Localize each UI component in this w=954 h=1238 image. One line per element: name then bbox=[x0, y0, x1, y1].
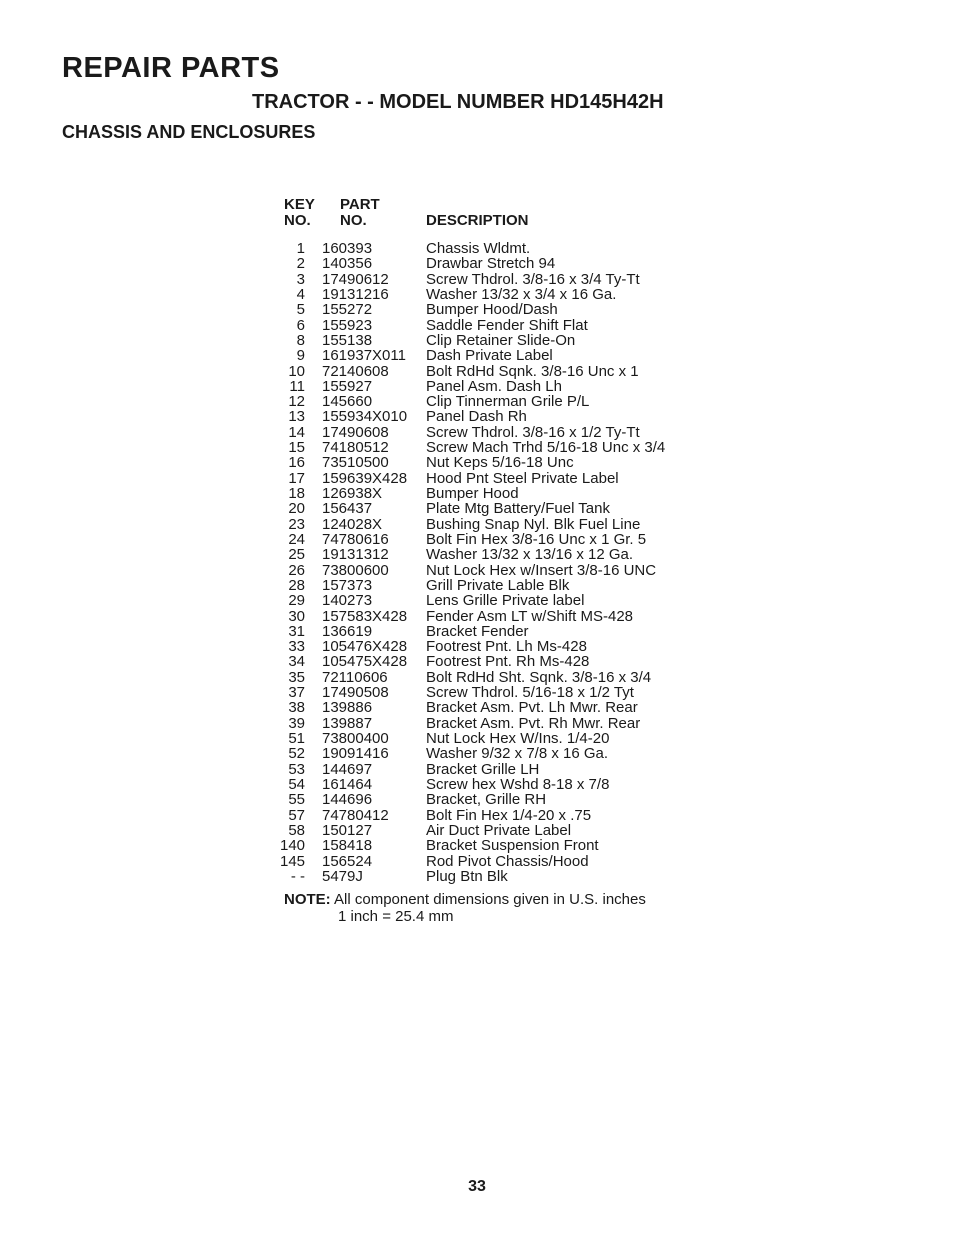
table-row bbox=[280, 318, 710, 333]
table-row bbox=[280, 241, 710, 256]
key-no: 13 bbox=[288, 408, 305, 426]
note bbox=[284, 892, 646, 908]
part-no: 139886 bbox=[322, 699, 373, 717]
part-no: 144696 bbox=[322, 791, 373, 809]
table-row bbox=[280, 838, 710, 853]
key-no: 31 bbox=[288, 622, 305, 640]
description: Bushing Snap Nyl. Blk Fuel Line bbox=[426, 515, 641, 533]
description: Hood Pnt Steel Private Label bbox=[426, 469, 619, 487]
description: Chassis Wldmt. bbox=[426, 240, 531, 257]
description: Bolt Fin Hex 3/8-16 Unc x 1 Gr. 5 bbox=[426, 530, 647, 548]
table-row bbox=[280, 685, 710, 700]
description: Bumper Hood/Dash bbox=[426, 301, 558, 319]
key-no: 57 bbox=[288, 806, 305, 824]
key-no: 12 bbox=[288, 393, 305, 411]
table-row bbox=[280, 823, 710, 838]
key-header-line1: KEY bbox=[284, 196, 315, 213]
part-no: 17490508 bbox=[322, 684, 389, 702]
page-number: 33 bbox=[468, 1178, 486, 1195]
table-row bbox=[280, 624, 710, 639]
table-row bbox=[280, 471, 710, 486]
key-no: 28 bbox=[288, 576, 305, 594]
part-no: 155272 bbox=[322, 301, 373, 319]
part-no: 124028X bbox=[322, 515, 383, 533]
key-no: 34 bbox=[288, 653, 305, 671]
part-no: 17490608 bbox=[322, 423, 389, 441]
table-row bbox=[280, 639, 710, 654]
description: Screw Thdrol. 3/8-16 x 3/4 Ty-Tt bbox=[426, 270, 640, 288]
key-no: 29 bbox=[288, 592, 305, 610]
key-no: 55 bbox=[288, 791, 305, 809]
part-no: 105475X428 bbox=[322, 653, 408, 671]
table-row bbox=[280, 440, 710, 455]
description: Bolt Fin Hex 1/4-20 x .75 bbox=[426, 806, 592, 824]
key-no: 20 bbox=[288, 500, 305, 518]
description: Fender Asm LT w/Shift MS-428 bbox=[426, 607, 634, 625]
note-text: All component dimensions given in U.S. inches bbox=[334, 891, 646, 908]
table-row bbox=[280, 716, 710, 731]
table-row bbox=[280, 302, 710, 317]
table-row bbox=[280, 455, 710, 470]
part-no: 19131312 bbox=[322, 546, 389, 564]
description: Bracket, Grille RH bbox=[426, 791, 547, 809]
description: Saddle Fender Shift Flat bbox=[426, 316, 588, 334]
key-no: 17 bbox=[288, 469, 305, 487]
description: Bumper Hood bbox=[426, 485, 519, 502]
part-header-line1: PART bbox=[340, 196, 380, 213]
table-row bbox=[280, 517, 710, 532]
table-row bbox=[280, 409, 710, 424]
part-no: 72110606 bbox=[322, 668, 388, 686]
key-no: 10 bbox=[288, 362, 305, 380]
key-no: 5 bbox=[296, 301, 305, 319]
part-no: 157373 bbox=[322, 576, 373, 594]
key-no: 4 bbox=[296, 285, 305, 303]
part-no: 155934X010 bbox=[322, 408, 408, 426]
description: Nut Keps 5/16-18 Unc bbox=[426, 454, 574, 472]
part-no: 150127 bbox=[322, 821, 373, 839]
note-conversion: 1 inch = 25.4 mm bbox=[338, 908, 454, 925]
key-no: 51 bbox=[288, 730, 305, 747]
table-row bbox=[280, 792, 710, 807]
part-no: 161937X011 bbox=[322, 347, 406, 365]
table-row bbox=[280, 394, 710, 409]
part-no: 73800400 bbox=[322, 730, 389, 747]
key-no: 6 bbox=[296, 316, 305, 334]
table-row bbox=[280, 777, 710, 792]
key-no: 14 bbox=[288, 423, 305, 441]
description: Drawbar Stretch 94 bbox=[426, 255, 556, 273]
key-no: 52 bbox=[288, 745, 305, 763]
table-row bbox=[280, 532, 710, 547]
key-no: 16 bbox=[288, 454, 305, 472]
key-no: 25 bbox=[288, 546, 305, 564]
description: Bracket Grille LH bbox=[426, 760, 540, 778]
key-no: 30 bbox=[288, 607, 305, 625]
table-row bbox=[280, 501, 710, 516]
table-row bbox=[280, 333, 710, 348]
key-no: 58 bbox=[288, 821, 305, 839]
part-no: 139887 bbox=[322, 714, 373, 732]
part-no: 74780412 bbox=[322, 806, 389, 824]
description: Washer 9/32 x 7/8 x 16 Ga. bbox=[426, 745, 609, 763]
part-no: 73510500 bbox=[322, 454, 389, 472]
table-row bbox=[280, 808, 710, 823]
description: Screw hex Wshd 8-18 x 7/8 bbox=[426, 775, 610, 793]
description: Grill Private Lable Blk bbox=[426, 576, 570, 594]
table-row bbox=[280, 731, 710, 746]
part-no: 161464 bbox=[322, 775, 373, 793]
part-no: 17490612 bbox=[322, 270, 389, 288]
description: Screw Thdrol. 5/16-18 x 1/2 Tyt bbox=[426, 684, 634, 702]
key-no: 3 bbox=[296, 270, 305, 288]
description: Air Duct Private Label bbox=[426, 821, 572, 839]
description: Dash Private Label bbox=[426, 347, 553, 365]
description-header: DESCRIPTION bbox=[426, 212, 529, 229]
parts-list bbox=[280, 241, 710, 884]
key-header-line2: NO. bbox=[284, 212, 311, 229]
description: Bracket Suspension Front bbox=[426, 837, 599, 855]
description: Nut Lock Hex w/Insert 3/8-16 UNC bbox=[426, 561, 657, 579]
model-subtitle: TRACTOR - - MODEL NUMBER HD145H42H bbox=[252, 91, 664, 113]
key-no: 15 bbox=[288, 439, 305, 457]
part-no: 155923 bbox=[322, 316, 373, 334]
key-no: 35 bbox=[288, 668, 305, 686]
key-no: 53 bbox=[288, 760, 305, 778]
description: Panel Asm. Dash Lh bbox=[426, 377, 562, 395]
part-no: 159639X428 bbox=[322, 469, 408, 487]
table-row bbox=[280, 364, 710, 379]
description: Clip Tinnerman Grile P/L bbox=[426, 393, 590, 411]
key-no-header bbox=[284, 197, 315, 229]
part-no: 74180512 bbox=[322, 439, 389, 457]
table-row bbox=[280, 547, 710, 562]
description: Washer 13/32 x 3/4 x 16 Ga. bbox=[426, 285, 617, 303]
part-no: 144697 bbox=[322, 760, 373, 778]
part-no: 156524 bbox=[322, 852, 373, 870]
part-no: 5479J bbox=[322, 867, 363, 885]
table-row bbox=[280, 654, 710, 669]
description: Screw Thdrol. 3/8-16 x 1/2 Ty-Tt bbox=[426, 423, 640, 441]
description: Bolt RdHd Sht. Sqnk. 3/8-16 x 3/4 bbox=[426, 668, 652, 686]
table-row bbox=[280, 700, 710, 715]
description: Nut Lock Hex W/Ins. 1/4-20 bbox=[426, 730, 610, 747]
table-row bbox=[280, 256, 710, 271]
key-no: 1 bbox=[296, 240, 305, 257]
section-heading: CHASSIS AND ENCLOSURES bbox=[62, 122, 316, 142]
key-no: 39 bbox=[288, 714, 305, 732]
table-row bbox=[280, 869, 710, 884]
table-row bbox=[280, 486, 710, 501]
part-no: 74780616 bbox=[322, 530, 389, 548]
part-no: 126938X bbox=[322, 485, 383, 502]
key-no: 145 bbox=[280, 852, 306, 870]
table-row bbox=[280, 593, 710, 608]
key-no: 26 bbox=[288, 561, 305, 579]
description: Washer 13/32 x 13/16 x 12 Ga. bbox=[426, 546, 634, 564]
table-row bbox=[280, 670, 710, 685]
part-header-line2: NO. bbox=[340, 212, 367, 229]
part-no: 105476X428 bbox=[322, 638, 408, 656]
description: Screw Mach Trhd 5/16-18 Unc x 3/4 bbox=[426, 439, 666, 457]
key-no: 140 bbox=[280, 837, 306, 855]
note-label: NOTE: bbox=[284, 891, 331, 908]
description: Lens Grille Private label bbox=[426, 592, 585, 610]
part-no: 19131216 bbox=[322, 285, 389, 303]
part-no: 136619 bbox=[322, 622, 373, 640]
part-no-header bbox=[340, 197, 380, 229]
key-no: 33 bbox=[288, 638, 305, 656]
key-no: 54 bbox=[288, 775, 305, 793]
table-row bbox=[280, 425, 710, 440]
key-no: 2 bbox=[296, 255, 305, 273]
description: Clip Retainer Slide-On bbox=[426, 331, 576, 349]
page-title: REPAIR PARTS bbox=[62, 52, 280, 84]
table-row bbox=[280, 379, 710, 394]
description: Bracket Fender bbox=[426, 622, 529, 640]
description: Panel Dash Rh bbox=[426, 408, 527, 426]
table-row bbox=[280, 287, 710, 302]
key-no: 23 bbox=[288, 515, 305, 533]
description: Bracket Asm. Pvt. Rh Mwr. Rear bbox=[426, 714, 641, 732]
table-row bbox=[280, 348, 710, 363]
part-no: 158418 bbox=[322, 837, 373, 855]
part-no: 19091416 bbox=[322, 745, 389, 763]
description: Bolt RdHd Sqnk. 3/8-16 Unc x 1 bbox=[426, 362, 639, 380]
part-no: 140273 bbox=[322, 592, 373, 610]
key-no: 38 bbox=[288, 699, 305, 717]
table-row bbox=[280, 762, 710, 777]
part-no: 155138 bbox=[322, 331, 373, 349]
table-row bbox=[280, 746, 710, 761]
description: Bracket Asm. Pvt. Lh Mwr. Rear bbox=[426, 699, 638, 717]
part-no: 145660 bbox=[322, 393, 373, 411]
key-no: 11 bbox=[289, 377, 305, 395]
part-no: 73800600 bbox=[322, 561, 389, 579]
table-row bbox=[280, 854, 710, 869]
table-row bbox=[280, 272, 710, 287]
part-no: 140356 bbox=[322, 255, 373, 273]
part-no: 155927 bbox=[322, 377, 373, 395]
description: Footrest Pnt. Lh Ms-428 bbox=[426, 638, 587, 656]
table-row bbox=[280, 563, 710, 578]
part-no: 157583X428 bbox=[322, 607, 408, 625]
description: Plug Btn Blk bbox=[426, 867, 508, 885]
key-no: - - bbox=[290, 867, 305, 885]
table-row bbox=[280, 609, 710, 624]
key-no: 9 bbox=[296, 347, 305, 365]
part-no: 160393 bbox=[322, 240, 373, 257]
description: Footrest Pnt. Rh Ms-428 bbox=[426, 653, 590, 671]
description: Rod Pivot Chassis/Hood bbox=[426, 852, 589, 870]
part-no: 156437 bbox=[322, 500, 373, 518]
part-no: 72140608 bbox=[322, 362, 389, 380]
key-no: 24 bbox=[288, 530, 305, 548]
key-no: 8 bbox=[296, 331, 305, 349]
table-row bbox=[280, 578, 710, 593]
key-no: 18 bbox=[288, 485, 305, 502]
description: Plate Mtg Battery/Fuel Tank bbox=[426, 500, 610, 518]
key-no: 37 bbox=[288, 684, 305, 702]
